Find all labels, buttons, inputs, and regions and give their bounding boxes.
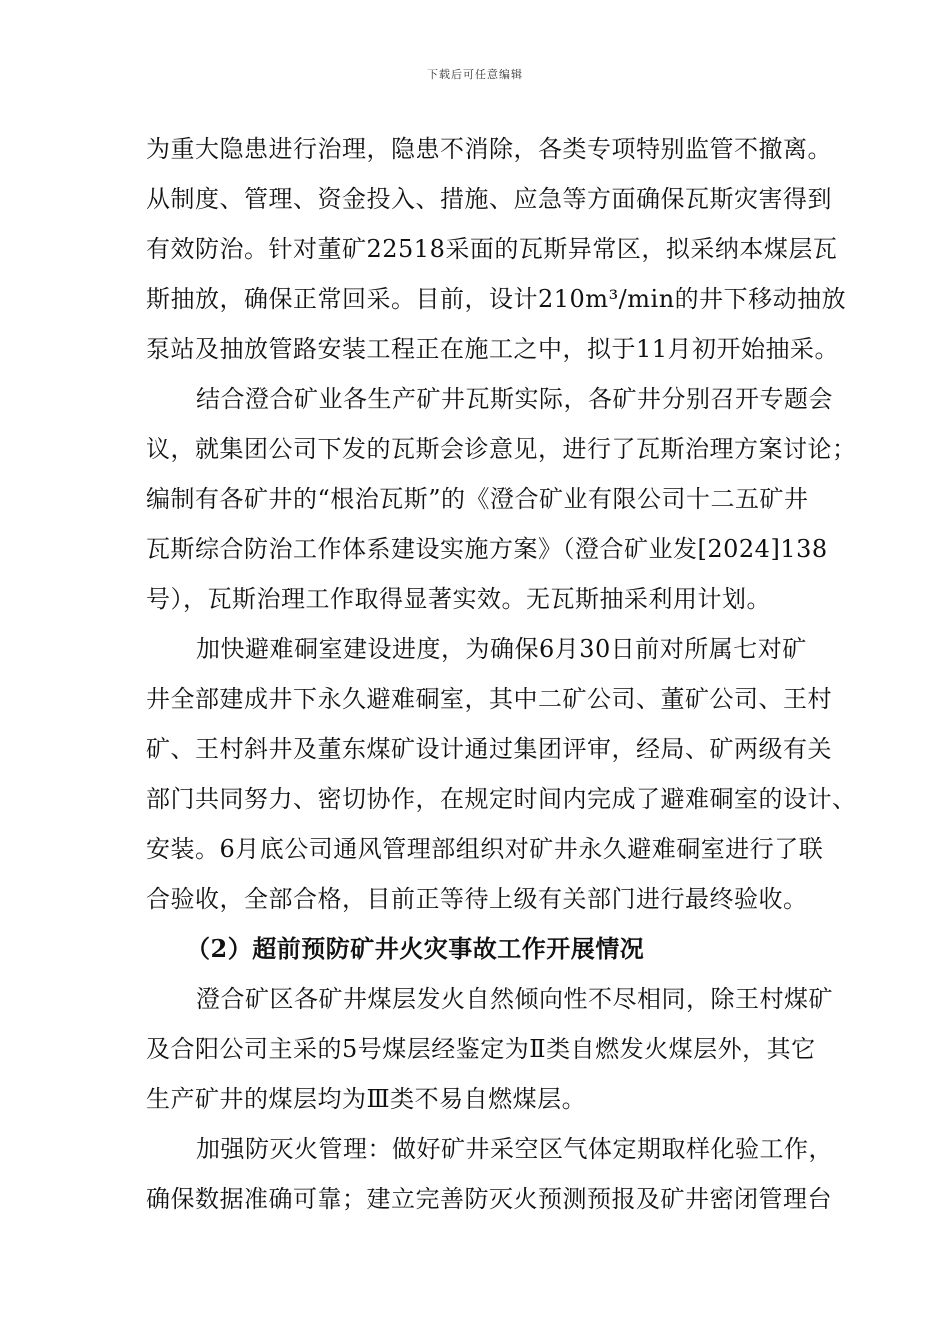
text-line: 议，就集团公司下发的瓦斯会诊意见，进行了瓦斯治理方案讨论； — [146, 435, 857, 463]
section-heading: （2）超前预防矿井火灾事故工作开展情况 — [186, 934, 645, 963]
paragraph-first-line: 加强防灭火管理：做好矿井采空区气体定期取样化验工作， — [196, 1135, 833, 1163]
text-line: 瓦斯综合防治工作体系建设实施方案》（澄合矿业发[2024]138 — [146, 535, 828, 563]
text-line: 安装。6月底公司通风管理部组织对矿井永久避难硐室进行了联 — [146, 835, 824, 863]
text-line: 井全部建成井下永久避难硐室，其中二矿公司、董矿公司、王村 — [146, 685, 832, 713]
text-line: 编制有各矿井的“根治瓦斯”的《澄合矿业有限公司十二五矿井 — [146, 485, 809, 513]
text-line: 斯抽放，确保正常回采。目前，设计210m³/min的井下移动抽放 — [146, 285, 847, 313]
text-line: 泵站及抽放管路安装工程正在施工之中，拟于11月初开始抽采。 — [146, 335, 840, 363]
page-header: 下载后可任意编辑 — [427, 68, 523, 81]
text-line: 部门共同努力、密切协作，在规定时间内完成了避难硐室的设计、 — [146, 785, 857, 813]
document-body — [146, 124, 866, 1224]
text-line: 及合阳公司主采的5号煤层经鉴定为Ⅱ类自燃发火煤层外，其它 — [146, 1035, 816, 1063]
paragraph-first-line: 澄合矿区各矿井煤层发火自然倾向性不尽相同，除王村煤矿 — [196, 985, 833, 1013]
paragraph-first-line: 加快避难硐室建设进度，为确保6月30日前对所属七对矿 — [196, 635, 807, 663]
text-line: 有效防治。针对董矿22518采面的瓦斯异常区，拟采纳本煤层瓦 — [146, 235, 838, 263]
text-line: 合验收，全部合格，目前正等待上级有关部门进行最终验收。 — [146, 885, 808, 913]
text-line: 生产矿井的煤层均为Ⅲ类不易自燃煤层。 — [146, 1085, 587, 1113]
text-line: 号），瓦斯治理工作取得显著实效。无瓦斯抽采利用计划。 — [146, 585, 771, 613]
text-line: 确保数据准确可靠；建立完善防灭火预测预报及矿井密闭管理台 — [146, 1185, 832, 1213]
text-line: 矿、王村斜井及董东煤矿设计通过集团评审，经局、矿两级有关 — [146, 735, 832, 763]
paragraph-first-line: 结合澄合矿业各生产矿井瓦斯实际，各矿井分别召开专题会 — [196, 385, 833, 413]
text-line: 为重大隐患进行治理，隐患不消除，各类专项特别监管不撤离。 — [146, 135, 832, 163]
text-line: 从制度、管理、资金投入、措施、应急等方面确保瓦斯灾害得到 — [146, 185, 832, 213]
